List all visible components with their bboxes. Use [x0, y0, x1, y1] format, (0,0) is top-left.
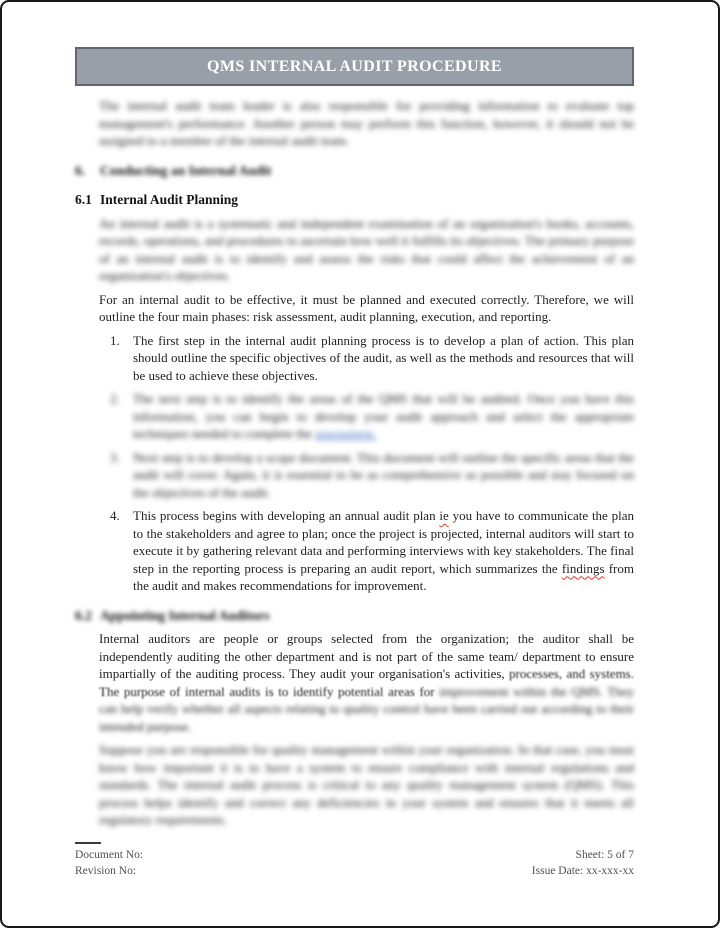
- section-6-2-heading: [75, 607, 634, 625]
- intro-paragraph-blurred: The internal audit team leader is also responsible for providing information to evaluate top management's performance. Another person may perform this function, however, it should not be assigned to a member of the internal audit team.: [99, 98, 634, 148]
- document-body: [75, 97, 634, 829]
- list-item-1-text: The first step in the internal audit planning process is to develop a plan of action. This plan should outline the specific objectives of the audit, as well as the methods and resources that will be used to achieve these objectives.: [133, 332, 634, 383]
- document-title: QMS INTERNAL AUDIT PROCEDURE: [207, 57, 502, 75]
- section-6-number: 6.: [75, 162, 86, 178]
- qms-importance-paragraph-blurred: Suppose you are responsible for quality management within your organization. In that case, you must know how important it is to have a system to ensure compliance with internal regulations and standards. The internal audit process is critical to any quality management system (QMS). This process helps identify and correct any deficiencies in your system and ensures that it meets all regulatory requirements.: [99, 742, 634, 827]
- list-item-3-marker: 3.: [110, 449, 120, 465]
- internal-auditors-blurred-text: improvement within the QMS. They can help verify whether all aspects relating to quality control have been carried out according to their intended purpose.: [99, 683, 634, 734]
- list-item-2-marker: 2.: [110, 391, 120, 406]
- page-footer: [75, 842, 634, 879]
- section-6-title: Conducting an Internal Audit: [100, 162, 272, 178]
- list-item-4-marker: 4.: [110, 508, 120, 523]
- section-6-2-title: Appointing Internal Auditors: [100, 607, 270, 623]
- list-item-1: [110, 332, 634, 385]
- section-6-1-number: 6.1: [75, 192, 92, 207]
- revision-no-label: Revision No:: [75, 865, 137, 877]
- issue-date: Issue Date: xx-xxx-xx: [531, 865, 634, 877]
- list-item-2-text: [133, 390, 634, 443]
- footer-right-block: [532, 847, 634, 879]
- document-title-banner: [75, 47, 634, 86]
- list-item-2: [110, 390, 634, 443]
- internal-auditors-clear-text: Internal auditors are people or groups selected from the organization; the auditor shall be independently auditing the other department and is not part of the same team/ department to ensure impartially of the auditing process. They audit your organisation's activities,: [99, 631, 634, 681]
- document-no-label: Document No:: [75, 849, 144, 861]
- audit-definition-paragraph-blurred: An internal audit is a systematic and independent examination of an organization's books, accounts, records, operations, and procedures to ascertain how well it fulfills its objectives. The primary purpose of an internal audit is to identify and assess the risks that could affect the achievement of an organization's objectives.: [99, 215, 634, 283]
- list-item-3-text: Next step is to develop a scope document. This document will outline the specific areas that the audit will cover. Again, it is essential to be as comprehensive as possible and stay focused on the objectives of the audit.: [133, 449, 634, 500]
- section-6-1-heading: [75, 191, 634, 209]
- list-item-2-body: The next step is to identify the areas of the QMS that will be audited. Once you have this information, you can begin to develop your audit approach and select the appropriate techniques needed to complete the: [133, 391, 634, 441]
- assessment-link[interactable]: assessment.: [315, 426, 377, 441]
- list-item-4-body-1: This process begins with developing an annual audit plan: [133, 508, 440, 523]
- footer-left-block: [75, 847, 143, 879]
- list-item-4-body-2: you have to communicate the plan to the stakeholders and agree to plan; once the project is projected, internal auditors will start to execute it by gathering relevant data and performing interviews with key stakeholders. The final step in the reporting process is preparing an audit report, which summarizes the: [133, 508, 634, 576]
- sheet-number: Sheet: 5 of 7: [575, 849, 634, 861]
- list-item-4-body-3: from the audit and makes recommendations for improvement.: [133, 560, 634, 593]
- spellcheck-word-findings: findings: [561, 560, 605, 576]
- internal-auditors-semi-blurred-text: processes, and systems. The purpose of internal audits is to identify potential areas for: [99, 666, 634, 699]
- spellcheck-word-ie: ie: [439, 508, 449, 523]
- footer-separator-line: [75, 842, 101, 844]
- internal-auditors-paragraph: [99, 630, 634, 735]
- list-item-4-text: [133, 507, 634, 595]
- section-6-2-number: 6.2: [75, 607, 92, 623]
- audit-phases-paragraph: For an internal audit to be effective, it must be planned and executed correctly. Therefore, we will outline the four main phases: risk assessment, audit planning, execution, and reporting.: [99, 291, 634, 324]
- section-6-1-title: Internal Audit Planning: [100, 192, 239, 207]
- section-6-heading: [75, 162, 634, 180]
- list-item-3: [110, 449, 634, 502]
- list-item-4: [110, 507, 634, 595]
- list-item-1-marker: 1.: [110, 332, 120, 348]
